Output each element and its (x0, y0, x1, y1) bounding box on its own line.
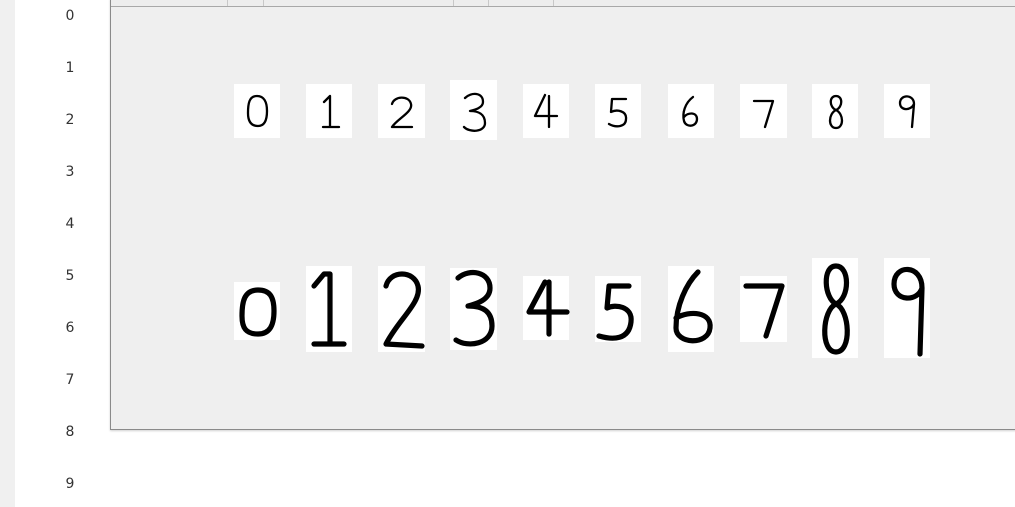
row-number: 7 (65, 372, 75, 388)
row-number: 3 (65, 164, 75, 180)
handwritten-digit-4-large (523, 276, 569, 340)
handwritten-digit-3-large (450, 268, 497, 350)
handwritten-digit-9-large (884, 258, 930, 358)
row-number: 0 (65, 8, 75, 24)
top-ruler (111, 0, 1015, 7)
image-preview-window[interactable] (110, 0, 1015, 430)
handwritten-digit-1-large (306, 266, 352, 352)
handwritten-digit-3-small (450, 80, 497, 140)
ruler-tick (488, 0, 489, 6)
handwritten-digit-2-small (378, 84, 425, 138)
row-number: 2 (65, 112, 75, 128)
ruler-tick (227, 0, 228, 6)
left-sidebar-strip (0, 0, 15, 507)
handwritten-digit-5-large (595, 276, 641, 342)
ruler-tick (453, 0, 454, 6)
row-number-gutter (15, 0, 110, 507)
ruler-tick (263, 0, 264, 6)
handwritten-digit-0-small (234, 84, 280, 138)
handwritten-digit-6-small (668, 84, 714, 138)
handwritten-digit-1-small (306, 84, 352, 138)
handwritten-digit-0-large (234, 282, 280, 340)
row-number: 6 (65, 320, 75, 336)
row-number: 8 (65, 424, 75, 440)
ruler-tick (553, 0, 554, 6)
row-number: 4 (65, 216, 75, 232)
row-number: 9 (65, 476, 75, 492)
handwritten-digit-7-small (740, 84, 787, 138)
handwritten-digit-2-large (378, 266, 425, 352)
handwritten-digit-4-small (523, 84, 569, 138)
handwritten-digit-8-small (812, 84, 858, 138)
row-number: 1 (65, 60, 75, 76)
handwritten-digit-8-large (812, 258, 858, 358)
handwritten-digit-6-large (668, 266, 714, 352)
handwritten-digit-5-small (595, 84, 641, 138)
handwritten-digit-7-large (740, 276, 787, 342)
handwritten-digit-9-small (884, 84, 930, 138)
row-number: 5 (65, 268, 75, 284)
